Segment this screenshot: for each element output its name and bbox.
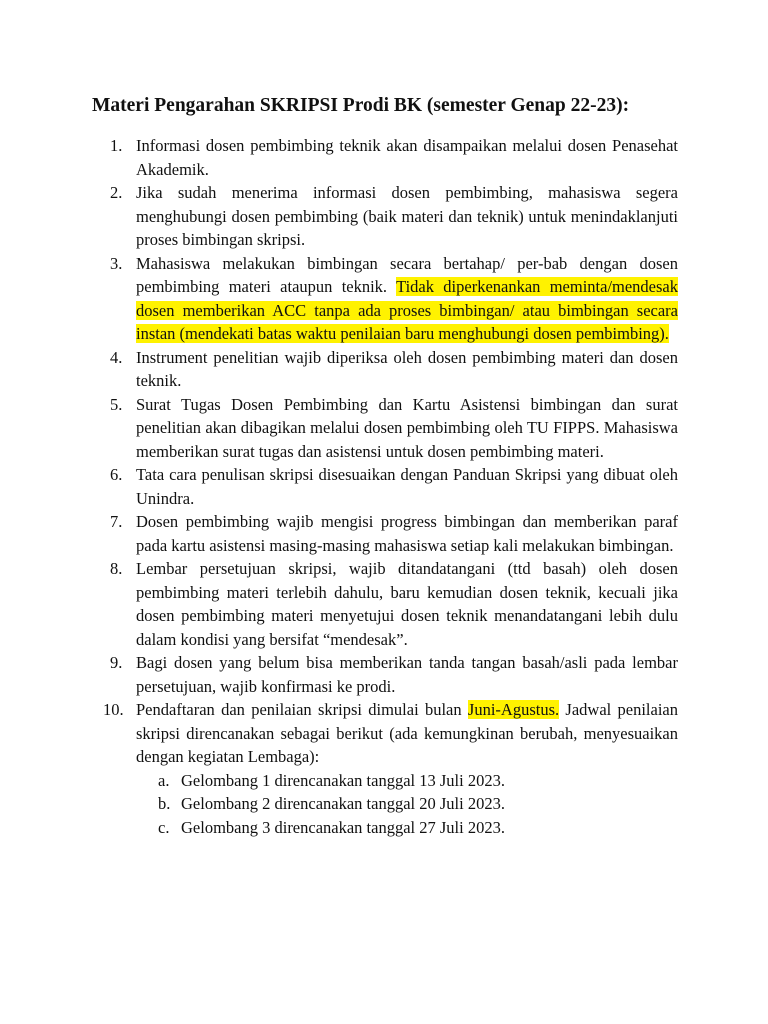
sub-item-text: Gelombang 1 direncanakan tanggal 13 Juli 2023.	[181, 770, 505, 790]
item-text: Bagi dosen yang belum bisa memberikan tanda tangan basah/asli pada lembar persetujuan, wajib konfirmasi ke prodi.	[136, 653, 678, 696]
item-text: Lembar persetujuan skripsi, wajib ditandatangani (ttd basah) oleh dosen pembimbing materi terlebih dahulu, baru kemudian dosen teknik, kecuali jika dosen pembimbing materi menyetujui dosen teknik menandatangani lebih dulu dalam kondisi yang bersifat “mendesak”.	[136, 559, 678, 649]
list-item	[0, 393, 678, 464]
item-number: 1.	[110, 136, 123, 155]
item-number: 7.	[110, 512, 123, 531]
item-number: 9.	[110, 653, 123, 672]
document-title: Materi Pengarahan SKRIPSI Prodi BK (semester Genap 22-23):	[92, 95, 630, 116]
sub-item-text: Gelombang 3 direncanakan tanggal 27 Juli 2023.	[181, 817, 505, 837]
item-text: Dosen pembimbing wajib mengisi progress bimbingan dan memberikan paraf pada kartu asistensi masing-masing mahasiswa setiap kali melakukan bimbingan.	[136, 512, 678, 555]
item-number: 10.	[103, 700, 124, 719]
highlighted-text: Tidak diperkenankan meminta/mendesak dosen memberikan ACC tanpa ada proses bimbingan/ atau bimbingan secara instan (mendekati batas waktu penilaian baru menghubungi dosen pembimbing).	[136, 277, 679, 343]
numbered-list	[0, 134, 768, 839]
item-text: Pendaftaran dan penilaian skripsi dimulai bulan	[136, 700, 468, 719]
sub-item-letter: c.	[158, 817, 170, 837]
sub-list-item	[136, 769, 678, 793]
list-item	[0, 651, 678, 698]
item-text: Mahasiswa melakukan bimbingan secara bertahap/ per-bab dengan dosen pembimbing materi ataupun teknik.	[136, 253, 678, 296]
item-number: 5.	[110, 394, 123, 414]
sub-item-text: Gelombang 2 direncanakan tanggal 20 Juli 2023.	[181, 794, 505, 813]
item-text: Informasi dosen pembimbing teknik akan disampaikan melalui dosen Penasehat Akademik.	[136, 136, 678, 179]
sub-item-letter: a.	[158, 770, 170, 790]
item-text: Surat Tugas Dosen Pembimbing dan Kartu Asistensi bimbingan dan surat penelitian akan dibagikan melalui dosen pembimbing oleh TU FIPPS. Mahasiswa memberikan surat tugas dan asistensi untuk dosen pembimbing materi.	[136, 394, 678, 461]
sub-list-item	[136, 792, 678, 816]
highlighted-text: Juni-Agustus.	[467, 700, 560, 719]
item-number: 6.	[110, 465, 123, 484]
item-text: Instrument penelitian wajib diperiksa oleh dosen pembimbing materi dan dosen teknik.	[136, 347, 678, 390]
list-item	[0, 252, 678, 346]
item-number: 8.	[110, 559, 123, 578]
list-item	[0, 134, 678, 181]
item-text: Tata cara penulisan skripsi disesuaikan dengan Panduan Skripsi yang dibuat oleh Unindra.	[136, 465, 678, 508]
sub-list	[136, 769, 678, 840]
item-text: Jika sudah menerima informasi dosen pembimbing, mahasiswa segera menghubungi dosen pembimbing (baik materi dan teknik) untuk menindaklanjuti proses bimbingan skripsi.	[136, 183, 678, 249]
item-number: 3.	[110, 253, 123, 273]
list-item	[0, 181, 678, 252]
sub-list-item	[136, 816, 678, 840]
list-item	[0, 698, 678, 839]
item-number: 4.	[110, 347, 123, 367]
list-item	[0, 463, 678, 510]
list-item	[0, 557, 678, 651]
list-item	[0, 346, 678, 393]
sub-item-letter: b.	[158, 794, 171, 813]
list-item	[0, 510, 678, 557]
item-number: 2.	[110, 183, 123, 202]
item-text: Jadwal penilaian skripsi direncanakan sebagai berikut (ada kemungkinan berubah, menyesuaikan dengan kegiatan Lembaga):	[136, 700, 678, 766]
